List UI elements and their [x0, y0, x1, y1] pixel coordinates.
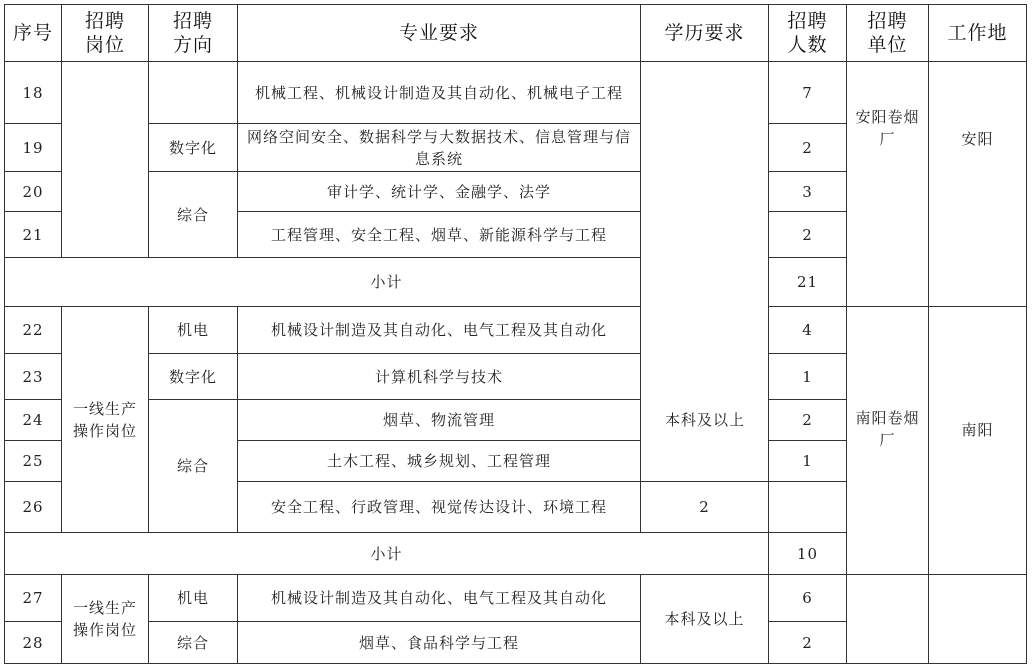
- cell-unit: 南阳卷烟厂: [847, 307, 929, 575]
- cell-count: 7: [769, 62, 847, 124]
- cell-direction: 综合: [149, 172, 238, 258]
- cell-direction: 机电: [149, 575, 238, 622]
- subtotal-count: 21: [769, 258, 847, 307]
- table-row: [5, 575, 1027, 622]
- header-major: 专业要求: [238, 5, 641, 62]
- cell-count: 3: [769, 172, 847, 212]
- header-education: 学历要求: [641, 5, 769, 62]
- cell-count: 4: [769, 307, 847, 354]
- cell-seq: 18: [5, 62, 62, 124]
- cell-seq: 24: [5, 400, 62, 441]
- cell-major: 机械工程、机械设计制造及其自动化、机械电子工程: [238, 62, 641, 124]
- header-position: 招聘 岗位: [62, 5, 149, 62]
- cell-seq: 19: [5, 124, 62, 172]
- cell-major: 安全工程、行政管理、视觉传达设计、环境工程: [238, 482, 641, 533]
- cell-count: 2: [769, 124, 847, 172]
- cell-major: 计算机科学与技术: [238, 354, 641, 400]
- table-row: [5, 62, 1027, 124]
- header-direction: 招聘 方向: [149, 5, 238, 62]
- cell-major: 烟草、物流管理: [238, 400, 641, 441]
- cell-major: 工程管理、安全工程、烟草、新能源科学与工程: [238, 212, 641, 258]
- subtotal-label: 小计: [5, 258, 769, 307]
- cell-count: 2: [769, 622, 847, 664]
- recruitment-table: [4, 4, 1027, 664]
- cell-count: 2: [769, 400, 847, 441]
- cell-direction: 数字化: [149, 124, 238, 172]
- subtotal-label: 小计: [5, 533, 769, 575]
- cell-seq: 21: [5, 212, 62, 258]
- cell-position: 一线生产操作岗位: [62, 307, 149, 533]
- cell-direction: 综合: [149, 622, 238, 664]
- cell-location: 南阳: [929, 307, 1027, 575]
- cell-major: 土木工程、城乡规划、工程管理: [238, 441, 641, 482]
- cell-education: 本科及以上: [641, 575, 769, 664]
- header-count: 招聘 人数: [769, 5, 847, 62]
- cell-major: 机械设计制造及其自动化、电气工程及其自动化: [238, 307, 641, 354]
- cell-unit: 安阳卷烟厂: [847, 62, 929, 307]
- cell-position: 一线生产操作岗位: [62, 575, 149, 664]
- cell-seq: 25: [5, 441, 62, 482]
- cell-seq: 22: [5, 307, 62, 354]
- cell-location-empty: [929, 575, 1027, 664]
- cell-seq: 27: [5, 575, 62, 622]
- cell-major: 审计学、统计学、金融学、法学: [238, 172, 641, 212]
- cell-seq: 26: [5, 482, 62, 533]
- cell-direction-empty: [149, 62, 238, 124]
- cell-major: 烟草、食品科学与工程: [238, 622, 641, 664]
- header-location: 工作地: [929, 5, 1027, 62]
- header-seq: 序号: [5, 5, 62, 62]
- cell-count: 6: [769, 575, 847, 622]
- cell-major: 网络空间安全、数据科学与大数据技术、信息管理与信息系统: [238, 124, 641, 172]
- cell-count: 2: [769, 212, 847, 258]
- header-unit: 招聘 单位: [847, 5, 929, 62]
- cell-count: 1: [769, 354, 847, 400]
- cell-seq: 23: [5, 354, 62, 400]
- subtotal-count: 10: [769, 533, 847, 575]
- header-row: [5, 5, 1027, 62]
- cell-location: 安阳: [929, 62, 1027, 307]
- cell-seq: 28: [5, 622, 62, 664]
- cell-direction: 数字化: [149, 354, 238, 400]
- cell-position-empty: [62, 62, 149, 258]
- cell-count: 2: [641, 482, 769, 533]
- cell-major: 机械设计制造及其自动化、电气工程及其自动化: [238, 575, 641, 622]
- cell-seq: 20: [5, 172, 62, 212]
- cell-unit-empty: [847, 575, 929, 664]
- education-label-block-2: 本科及以上: [664, 411, 745, 429]
- cell-direction: 机电: [149, 307, 238, 354]
- table-row: [5, 307, 1027, 354]
- cell-direction: 综合: [149, 400, 238, 533]
- cell-count: 1: [769, 441, 847, 482]
